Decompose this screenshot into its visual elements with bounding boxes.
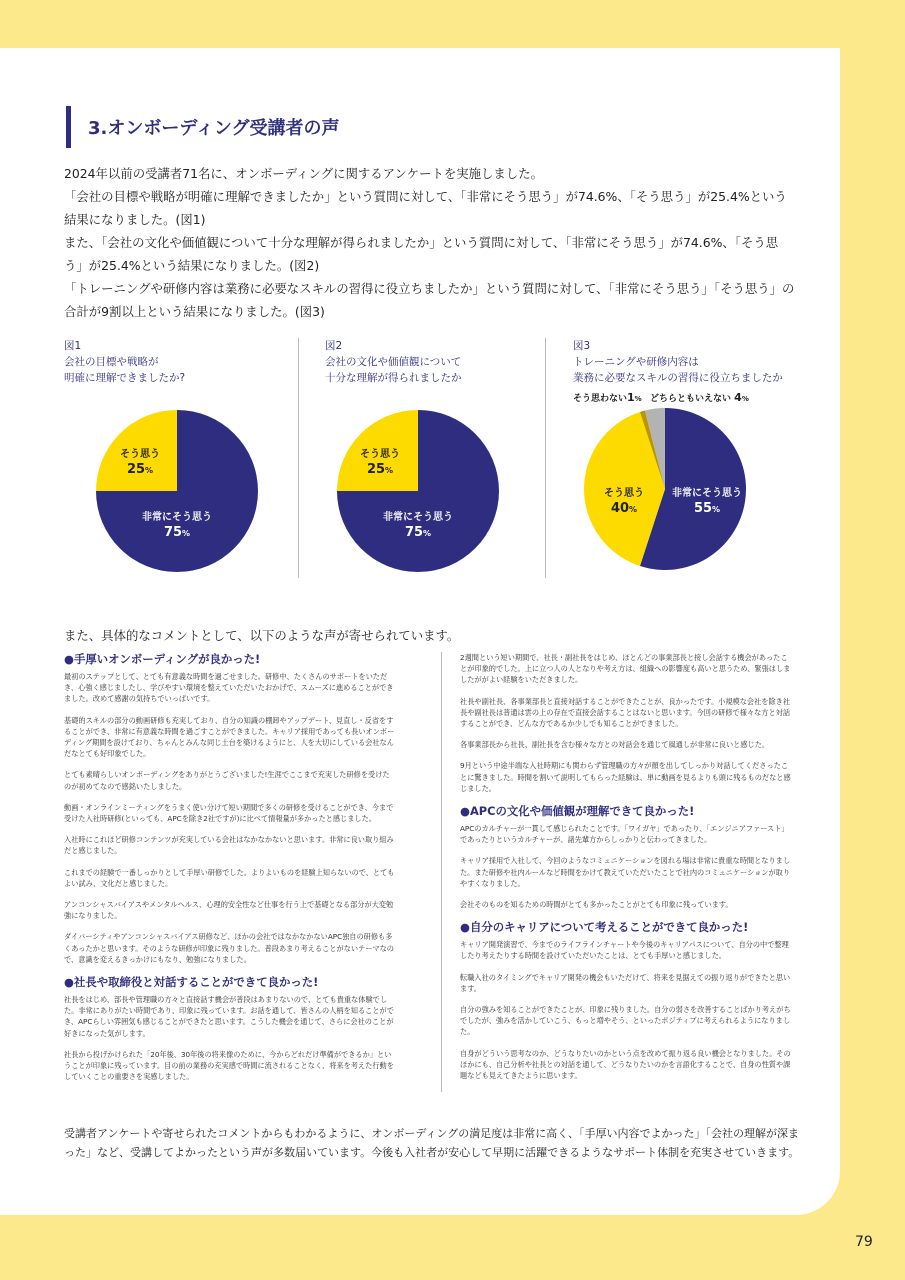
figure-1-caption [64, 338, 185, 386]
comment-text: 9月という中途半端な入社時期にも関わらず管理職の方々が顔を出してしっかり対話してくださったことに驚きました。時間を割いて説明してもらった経験は、単に動画を見るよりも頭に残るものだなと感じました。 [460, 761, 791, 793]
figure-divider [298, 338, 299, 578]
section-title: 3.オンボーディング受講者の声 [88, 118, 340, 139]
pie-label-agree: そう思う 25% [120, 449, 160, 477]
figure-2-caption [325, 338, 462, 386]
intro-line: 2024年以前の受講者71名に、オンボーディングに関するアンケートを実施しました。 [64, 166, 543, 181]
comment-text: 2週間という短い期間で、社長・副社長をはじめ、ほとんどの事業部長と接し会話する機会があったことが印象的でした。上に立つ人の人となりや考え方は、組織への影響度も高いと思うため、緊張はしましたががよい経験をいただきました。 [460, 653, 791, 685]
conclusion-text: 受講者アンケートや寄せられたコメントからもわかるように、オンボーディングの満足度は非常に高く、「手厚い内容でよかった」「会社の理解が深まった」など、受講してよかったという声が多数届いています。今後も入社者が安心して早期に活躍できるようなサポート体制を充実させていきます。 [64, 1127, 800, 1159]
comment-text: 入社時にこれほど研修コンテンツが充実している会社はなかなかないと思います。非常に良い取り組みだと感じました。 [64, 835, 394, 856]
column-divider [441, 652, 442, 1092]
figure-3-caption [573, 338, 783, 386]
figure-question: 明確に理解できましたか? [64, 372, 186, 384]
comment-text: とても素晴らしいオンボーディングをありがとうございました!生涯でここまで充実した研修を受けたのが初めてなので感銘いたしました。 [64, 770, 390, 791]
figure-number: 図1 [64, 340, 82, 352]
pie-label-disagree: そう思わない1% [573, 391, 642, 404]
comment-text: これまでの経験で一番しっかりとして手厚い研修でした。よりよいものを経験上知らないので、とてもよい試み、文化だと感じました。 [64, 867, 395, 888]
comment-section-title: ●手厚いオンボーディングが良かった! [64, 652, 261, 666]
comment-text: 社長から投げかけられた「20年後、30年後の将来像のために、今からどれだけ準備ができるか」ということが印象に残っています。目の前の業務の充実感で時間に流されることなく、将来を考えた行動をしていくことの重要さを実感しました。 [64, 1049, 394, 1082]
intro-line: 「トレーニングや研修内容は業務に必要なスキルの習得に役立ちましたか」という質問に対して、「非常にそう思う」「そう思う」の合計が9割以上という結果になりました。(図3) [64, 281, 795, 319]
comment-section-onboarding [64, 652, 396, 965]
comment-text: 自身がどういう思考なのか、どうなりたいのかという点を改めて振り返る良い機会となりました。そのほかにも、自己分析や社長との対話を通して、どうなりたいのかを言語化することで、自身の性質や課題なども見えてきたように思います。 [460, 1048, 791, 1081]
figure-2-pie-chart [336, 409, 500, 573]
comments-left-column [64, 652, 396, 1092]
intro-line: 「会社の目標や戦略が明確に理解できましたか」という質問に対して、「非常にそう思う」が74.6%、「そう思う」が25.4%という結果になりました。(図1) [64, 189, 787, 227]
comments-heading: また、具体的なコメントとして、以下のような声が寄せられています。 [64, 628, 460, 643]
figure-divider [545, 338, 546, 578]
figure-number: 図2 [325, 340, 343, 352]
comment-section-dialogue-continued [460, 652, 792, 794]
comment-text: 社長や副社長、各事業部長と直接対話することができたことが、良かったです。小規模な会社を除き社長や副社長は普通は雲の上の存在で直接会話することはないと思います。今回の研修で様々な方と対話することができ、どんな方であるか少しでも知ることができました。 [460, 696, 791, 729]
intro-line: また、「会社の文化や価値観について十分な理解が得られましたか」という質問に対して、「非常にそう思う」が74.6%、「そう思う」が25.4%という結果になりました。(図2) [64, 235, 779, 273]
page-number: 79 [855, 1234, 873, 1250]
comment-text: 転職入社のタイミングでキャリア開発の機会もいただけて、将来を見据えての振り返りができたと思います。 [460, 972, 791, 993]
comment-text: 会社そのものを知るための時間がとても多かったことがとても印象に残っています。 [460, 900, 733, 910]
comments-right-column [460, 652, 792, 1091]
figure-1-pie-chart [95, 409, 259, 573]
comment-text: キャリア開発演習で、今までのライフラインチャートや今後のキャリアパスについて、自分の中で整理したり考えたりする時間を設けていただいたことは、とても手厚いと感じました。 [460, 940, 789, 961]
figure-question: トレーニングや研修内容は [573, 356, 699, 368]
figure-question: 会社の目標や戦略が [64, 356, 159, 368]
comment-section-career [460, 920, 792, 1081]
pie-label-neutral: どちらともいえない 4% [650, 391, 749, 404]
comment-section-dialogue [64, 975, 396, 1082]
figure-number: 図3 [573, 340, 591, 352]
figure-question: 業務に必要なスキルの習得に役立ちましたか [573, 372, 783, 384]
comment-text: 動画・オンラインミーティングをうまく使い分けて短い期間で多くの研修を受けることができ、今まで受けた入社時研修(といっても、APCを除き2社ですが)に比べて情報量が多かったと感じました。 [64, 802, 394, 824]
comment-text: 最初のステップとして、とても有意義な時間を過ごせました。研修中、たくさんのサポートをいただき、心強く感じましたし、学びやすい環境を整えていただいたおかげで、スムーズに進めることができました。改めて感謝の気持ちでいっぱいです。 [64, 672, 394, 704]
pie-label-agree: そう思う 40% [604, 488, 644, 516]
comment-section-culture [460, 804, 792, 910]
comment-text: 基礎的スキルの部分の動画研修も充実しており、自分の知識の棚卸やアップデート、見直し・反省をすることができ、非常に有意義な時間を過ごすことができました。キャリア採用であっても長いオンボーディング期間を設けており、ちゃんとみんな同じ土台を築けるようにと、人を大切にしている会社なんだなとても好印象でした。 [64, 715, 395, 759]
comment-text: アンコンシャスバイアスやメンタルヘルス、心理的安全性など仕事を行う上で基礎となる部分が大変勉強になりました。 [64, 900, 394, 921]
title-accent-bar [66, 106, 71, 148]
figure-question: 会社の文化や価値観について [325, 356, 462, 368]
pie-label-strongly-agree: 非常にそう思う 55% [672, 488, 742, 516]
comment-section-title: ●自分のキャリアについて考えることができて良かった! [460, 920, 749, 935]
comment-text: 社長をはじめ、部長や管理職の方々と直接話す機会が普段はあまりないので、とても貴重な体験でした。非常にありがたい時間であり、印象に残っています。お話を通して、皆さんの人柄を知ることができ、APCらしい雰囲気も感じることができたと思います。こうした機会を通じて、さらに会社のことが好きになった気がします。 [64, 995, 394, 1038]
figure-question: 十分な理解が得られましたか [325, 372, 462, 384]
comment-text: 自分の強みを知ることができたことが、印象に残りました。自分の弱さを改善することばかり考えがちでしたが、強みを活かしていこう、もっと増やそう、といったポジティブに考えられるようになりました。 [460, 1005, 791, 1037]
pie-label-strongly-agree: 非常にそう思う 75% [383, 512, 453, 540]
comment-section-title: ●社長や取締役と対話することができて良かった! [64, 975, 319, 990]
comment-text: 各事業部長から社長、副社長を含む様々な方との対話会を通じて風通しが非常に良いと感じた。 [460, 740, 770, 750]
comment-section-title: ●APCの文化や価値観が理解できて良かった! [460, 804, 695, 819]
comment-text: ダイバーシティやアンコンシャスバイアス研修など、ほかの会社ではなかなかないAPC独自の研修も多くあったかと思います。そのような研修が印象に残りました。普段あまり考えることがないテーマなので、意識を変えるきっかけにもなり、勉強になりました。 [64, 932, 394, 964]
pie-label-agree: そう思う 25% [360, 449, 400, 477]
pie-label-strongly-agree: 非常にそう思う 75% [142, 512, 212, 540]
comment-text: APCのカルチャーが一貫して感じられたことです。「ワイガヤ」であったり、「エンジニアファースト」であったりというカルチャーが、諸先輩方からしっかりと伝わってきました。 [460, 824, 789, 845]
intro-text [64, 162, 796, 323]
comment-text: キャリア採用で入社して、今回のようなコミュニケーションを図れる場は非常に貴重な時間となりました。また研修や社内ルールなど時間をかけて教えていただいたことで社内のコミュニケーションが取りやすくなりました。 [460, 856, 791, 888]
